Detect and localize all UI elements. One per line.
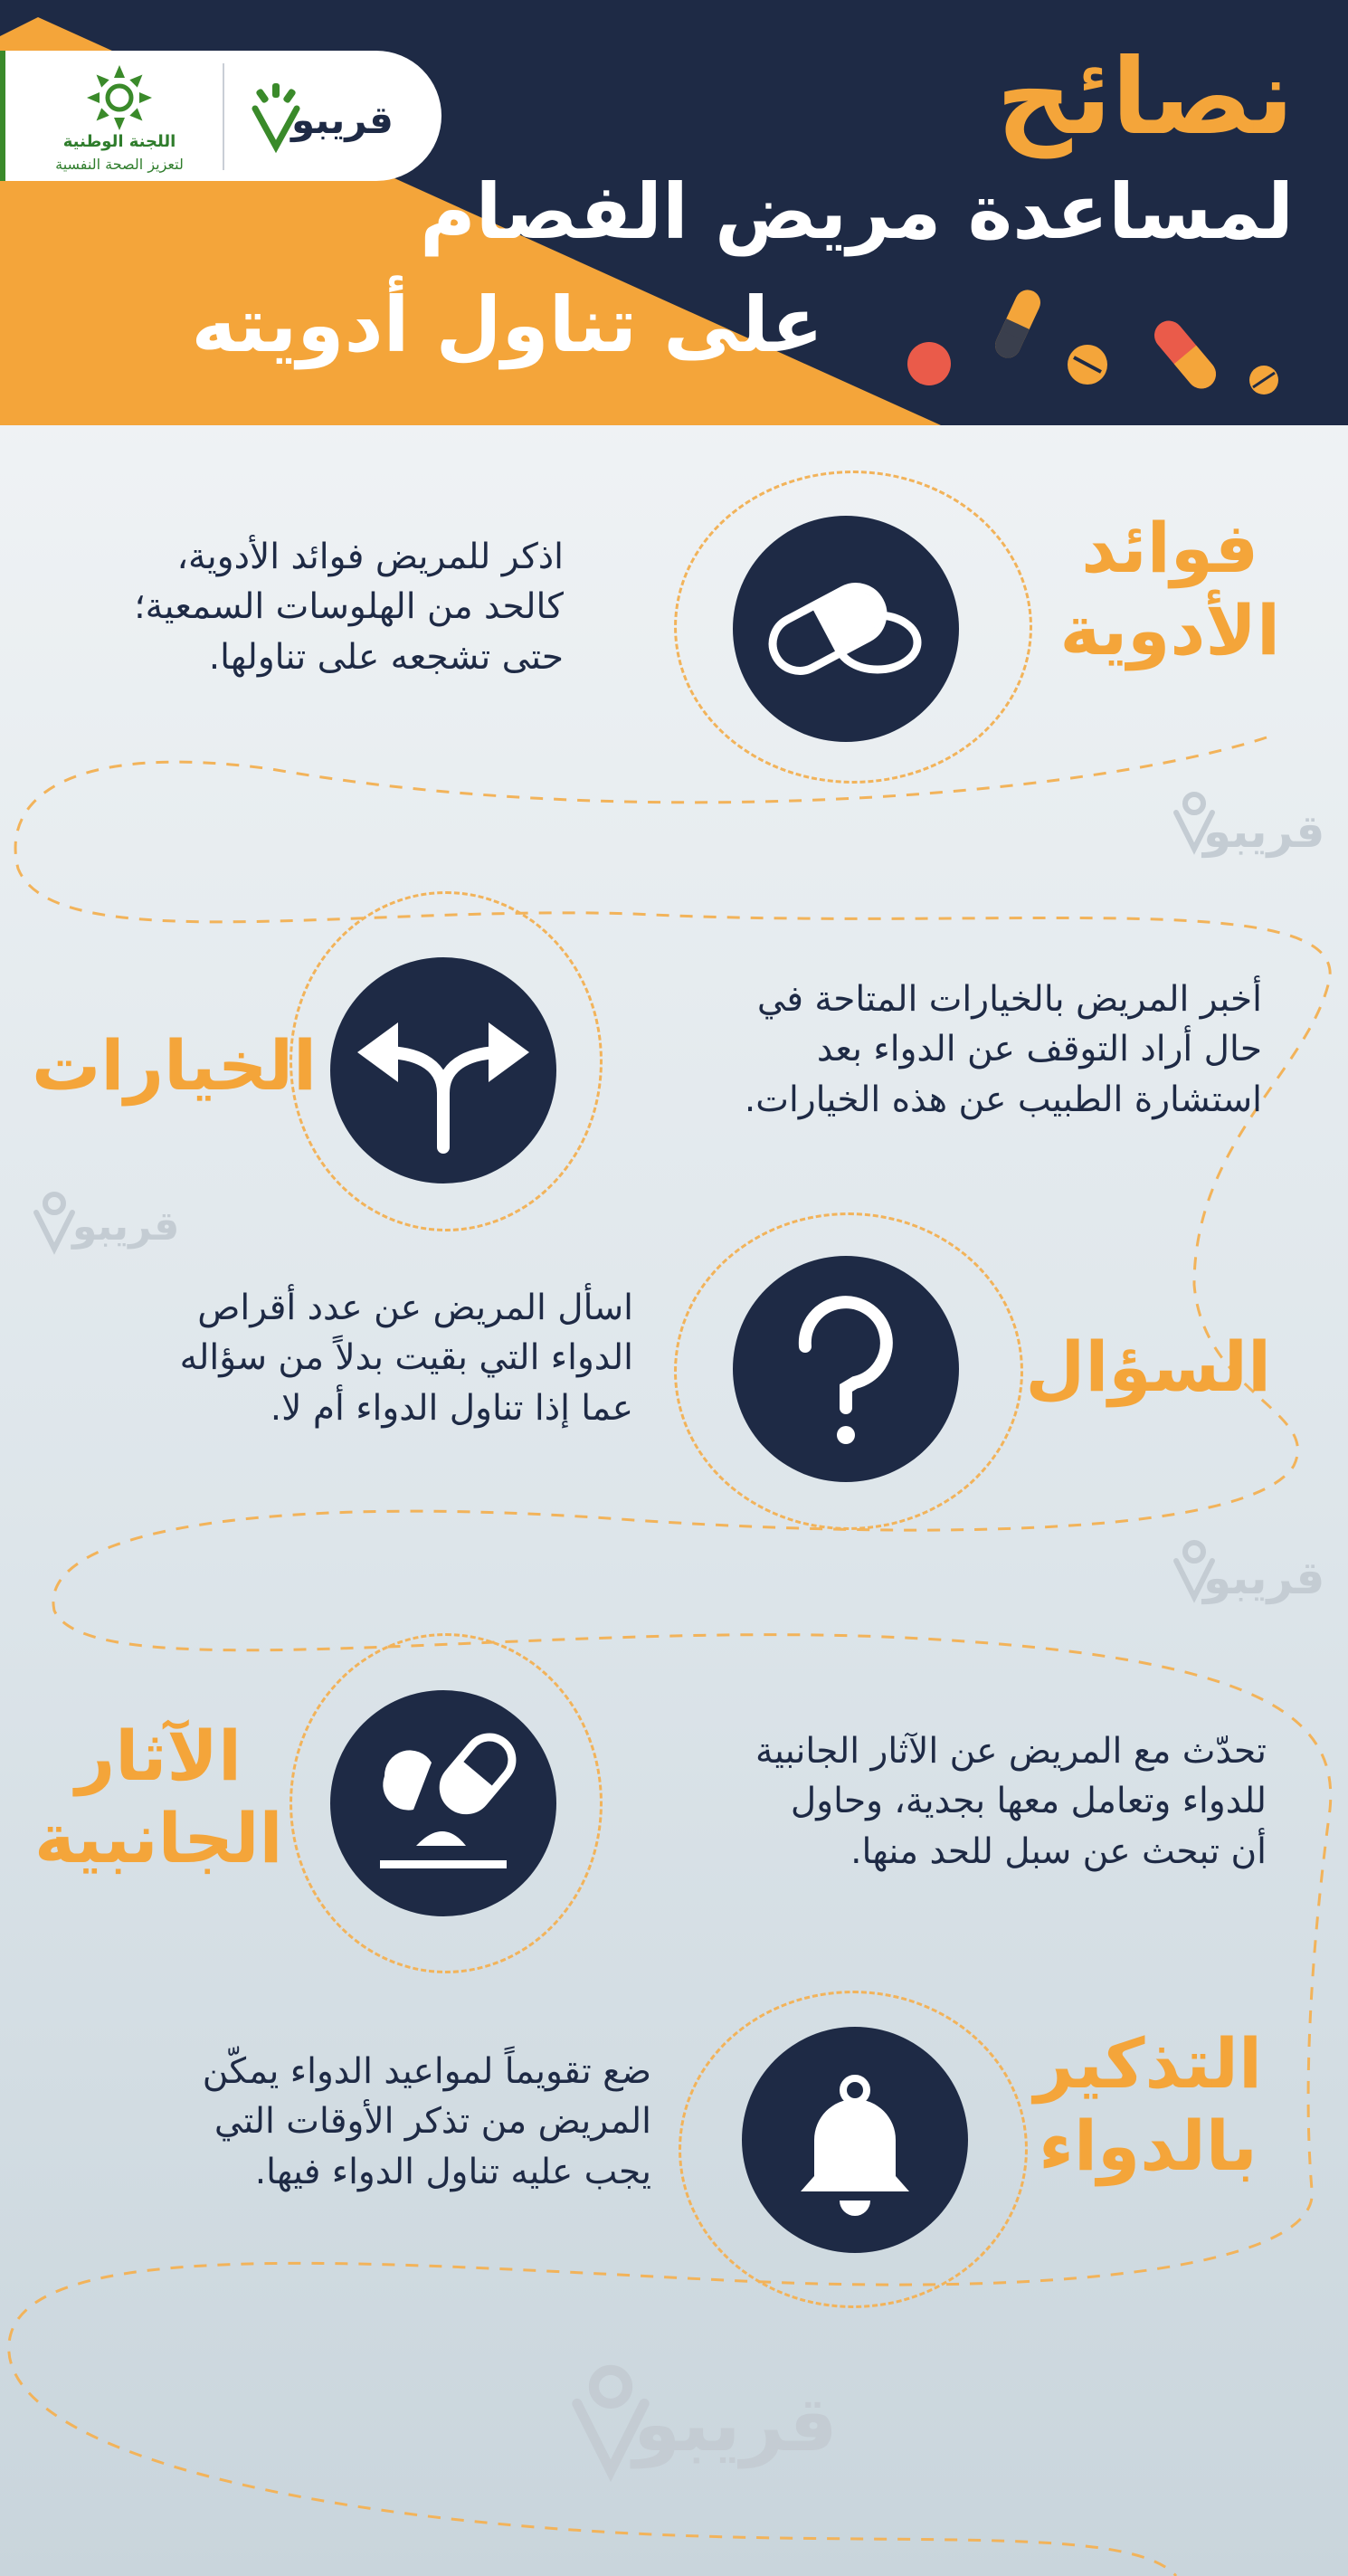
text-line: اذكر للمريض فوائد الأدوية،	[176, 537, 564, 577]
text-line: حال أراد التوقف عن الدواء بعد	[816, 1029, 1262, 1070]
section-text-options	[745, 974, 1262, 1125]
reminder-circle	[742, 2027, 968, 2253]
header	[0, 0, 1348, 425]
watermark-logo-icon	[552, 2353, 669, 2488]
text-line: اسأل المريض عن عدد أقراص	[197, 1288, 633, 1328]
watermark-logo: قريبو	[633, 2380, 838, 2468]
brand-logo-text: قريبو	[291, 98, 394, 142]
pill-capsule-icon	[733, 516, 959, 742]
bell-icon	[742, 2027, 968, 2253]
ncmh-logo-line1: اللجنة الوطنية	[62, 132, 176, 151]
text-line: المريض من تذكر الأوقات التي	[214, 2101, 651, 2143]
watermark-logo-icon	[1163, 785, 1226, 858]
section-heading-reminder	[1034, 2022, 1262, 2187]
logo-divider	[223, 63, 224, 170]
text-line: للدواء وتعامل معها بجدية، وحاول	[790, 1781, 1267, 1822]
ncmh-logo-icon	[83, 62, 156, 134]
text-line: أخبر المريض بالخيارات المتاحة في	[756, 979, 1262, 1020]
title-line-2: لمساعدة مريض الفصام	[420, 167, 1294, 256]
text-line: استشارة الطبيب عن هذه الخيارات.	[744, 1079, 1262, 1120]
side-effects-circle	[330, 1690, 556, 1916]
heading-line-1: الخيارات	[32, 1025, 318, 1106]
heading-line-1: التذكير	[1033, 2023, 1262, 2104]
section-text-question	[180, 1283, 633, 1433]
section-text-benefits	[134, 532, 564, 682]
question-mark-icon	[733, 1256, 959, 1482]
text-line: الدواء التي بقيت بدلاً من سؤاله	[179, 1337, 633, 1379]
ncmh-logo-line2: لتعزيز الصحة النفسية	[55, 156, 184, 173]
section-heading-question	[1025, 1326, 1271, 1408]
title-line-1: نصائح	[996, 36, 1294, 158]
split-arrows-icon	[330, 957, 556, 1183]
text-line: أن تبحث عن سبل للحد منها.	[850, 1830, 1267, 1872]
heading-line-2: الأدوية	[1059, 590, 1280, 671]
section-text-reminder	[203, 2047, 651, 2197]
watermark-logo: قريبو	[72, 1203, 180, 1250]
heading-line-1: السؤال	[1025, 1326, 1271, 1407]
decorative-pills-icon	[887, 271, 1348, 416]
text-line: كالحد من الهلوسات السمعية؛	[134, 586, 564, 628]
heading-line-1: فوائد	[1081, 508, 1259, 588]
heading-line-1: الآثار	[75, 1716, 242, 1796]
section-heading-benefits	[1059, 507, 1280, 671]
heading-line-2: بالدواء	[1039, 2105, 1258, 2187]
title-line-3: على تناول أدويته	[191, 280, 823, 369]
text-line: يجب عليه تناول الدواء فيها.	[254, 2151, 651, 2192]
medication-benefits-circle	[733, 516, 959, 742]
section-text-side-effects	[755, 1726, 1267, 1877]
crushed-pill-icon	[330, 1690, 556, 1916]
logo-accent-stripe	[0, 51, 5, 181]
question-circle	[733, 1256, 959, 1482]
text-line: ضع تقويماً لمواعيد الدواء يمكّن	[202, 2051, 651, 2092]
options-circle	[330, 957, 556, 1183]
section-heading-side-effects	[34, 1715, 283, 1879]
section-heading-options	[32, 1024, 317, 1107]
watermark-logo: قريبو	[1203, 805, 1325, 858]
watermark-logo-icon	[1163, 1534, 1226, 1606]
text-line: حتى تشجعه على تناولها.	[208, 636, 564, 678]
watermark-logo-icon	[23, 1185, 86, 1258]
text-line: تحدّث مع المريض عن الآثار الجانبية	[755, 1731, 1267, 1772]
text-line: عما إذا تناول الدواء أم لا.	[270, 1387, 633, 1429]
watermark-logo: قريبو	[1203, 1552, 1325, 1604]
heading-line-2: الجانبية	[34, 1798, 283, 1879]
